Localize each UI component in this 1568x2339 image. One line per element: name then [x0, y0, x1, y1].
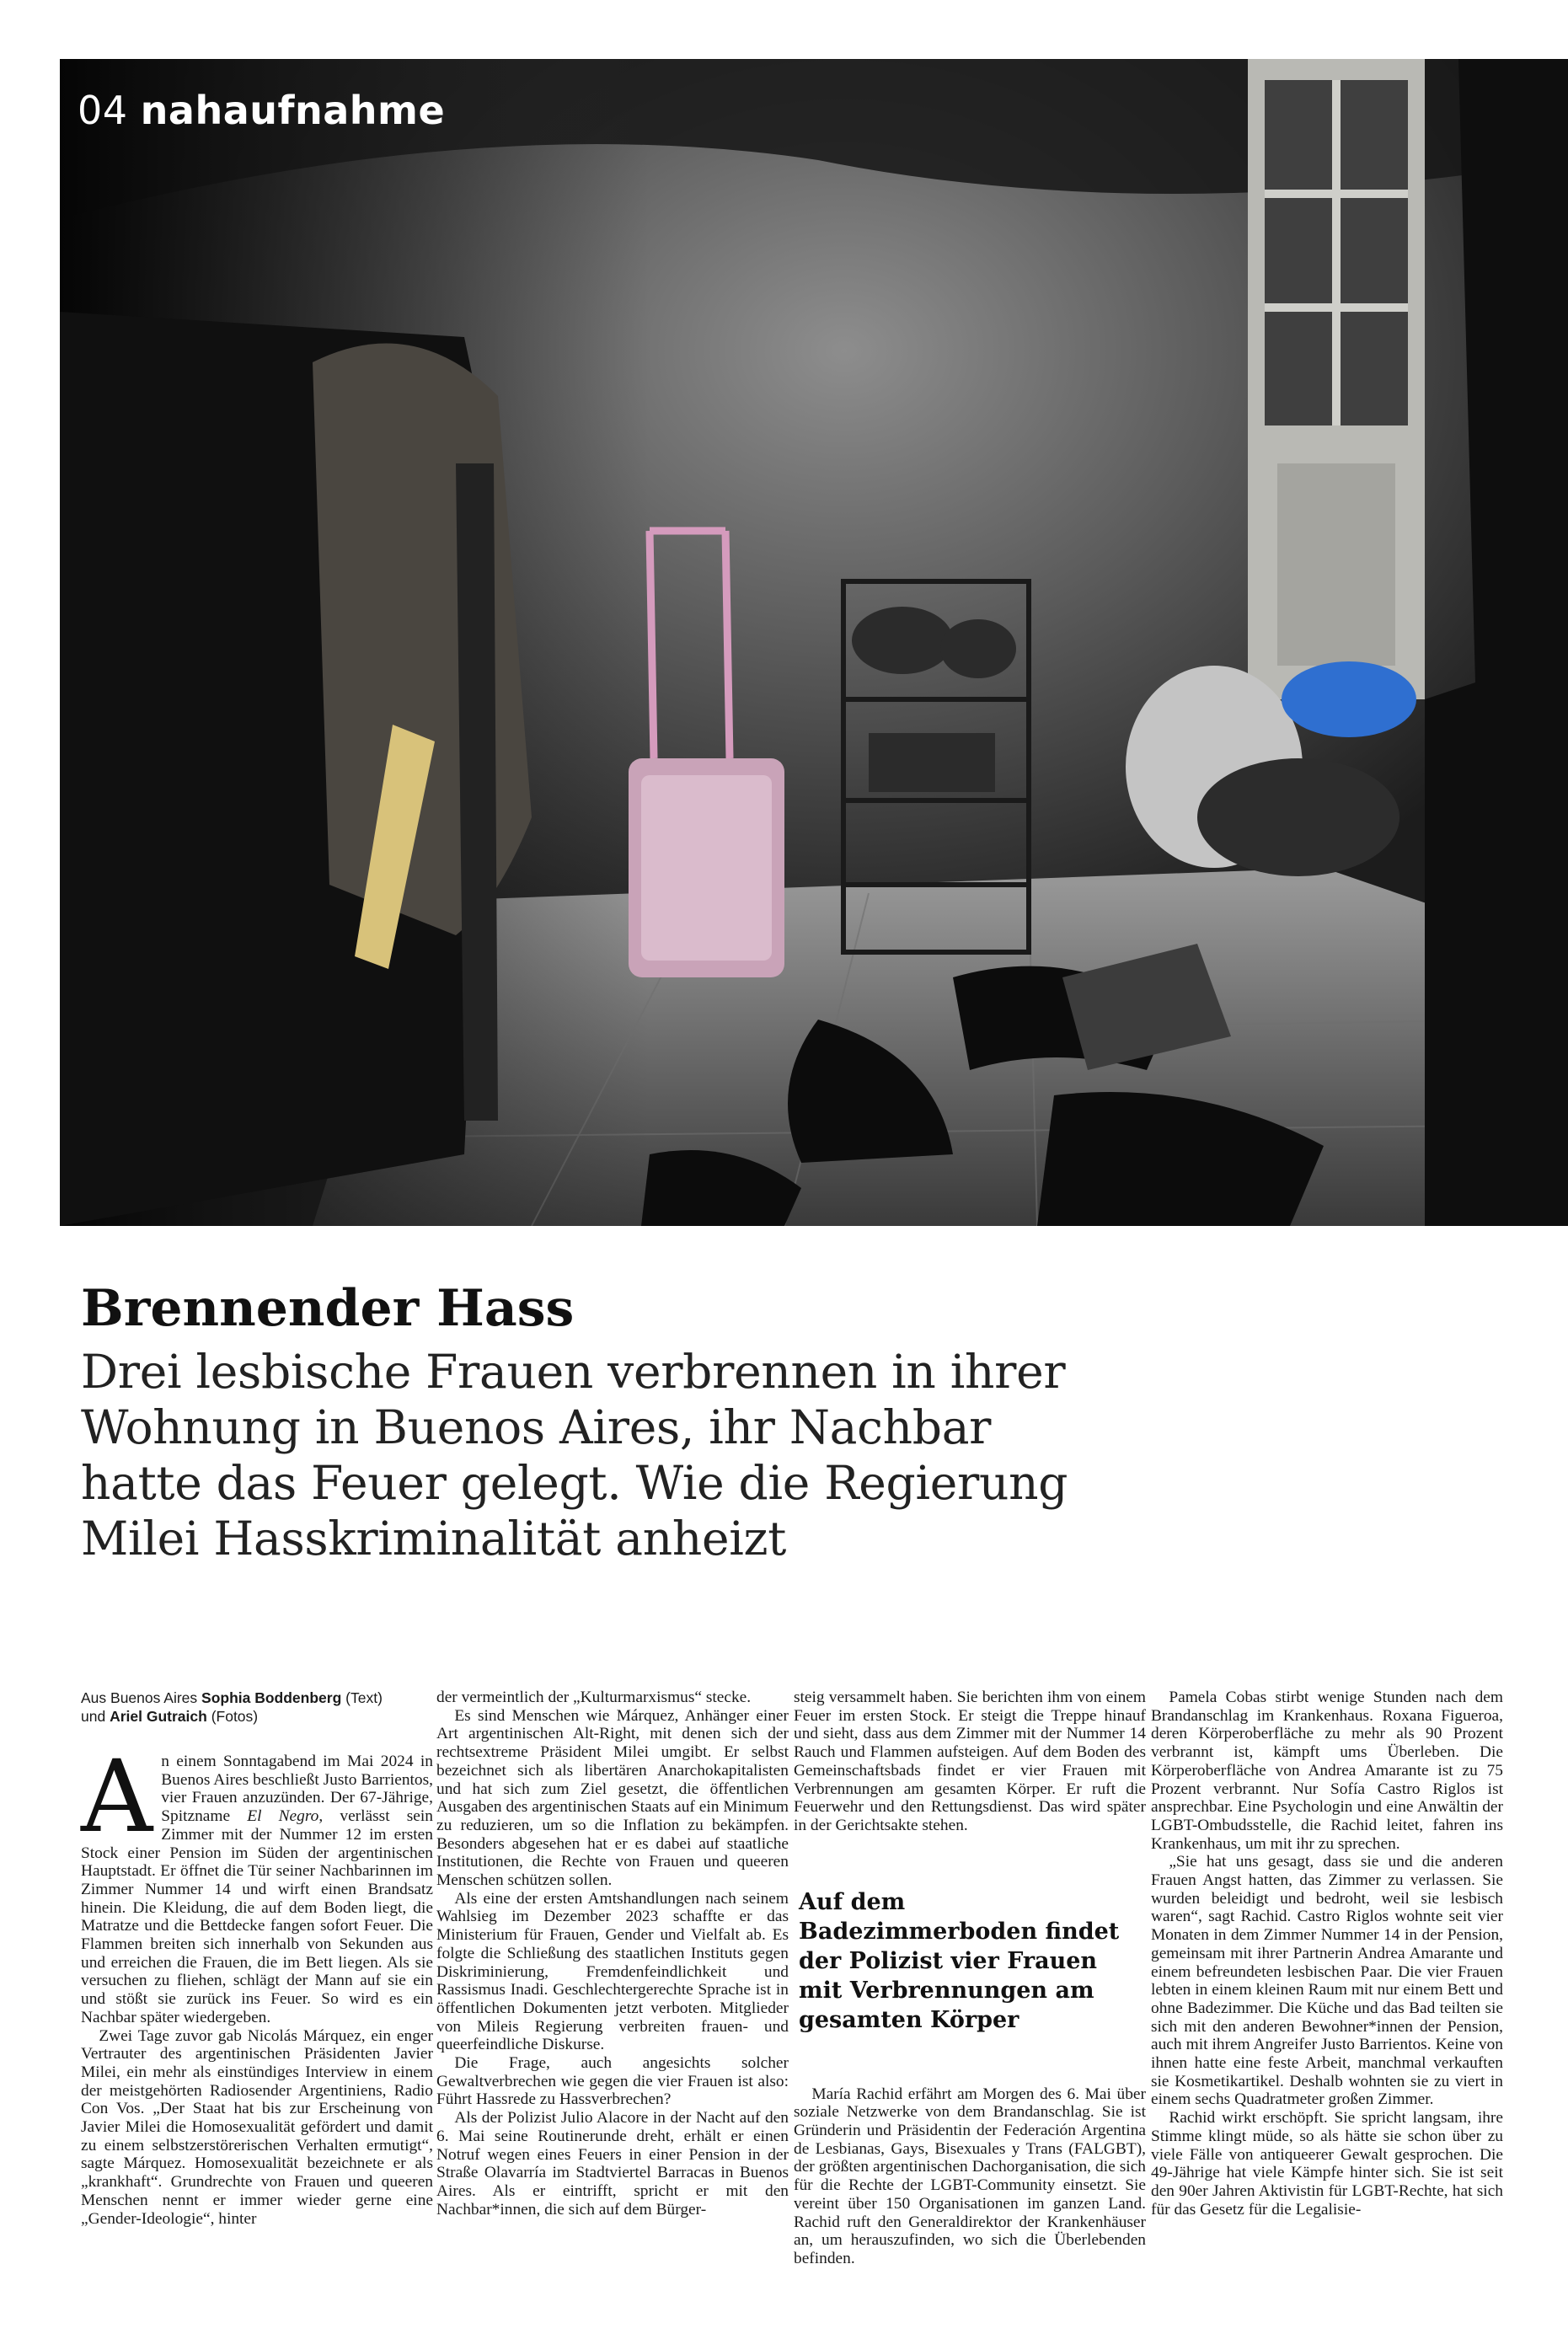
byline-author-role: (Text): [345, 1689, 383, 1706]
article-column-3: [794, 1689, 1146, 2268]
pull-quote: Auf dem Badezimmerboden findet der Polizist vier Frauen mit Verbrennungen am gesamten Körper: [799, 1888, 1120, 2033]
paragraph: Es sind Menschen wie Márquez, Anhänger einer Art argentinischen Alt-Right, mit denen sich der rechtsextreme Präsident Milei umgibt. Er selbst bezeichnet sich als libertären Anarchokapitalisten und hat sich zum Ziel gesetzt, die öffentlichen Ausgaben des argentinischen Staats auf ein Minimum zu reduzieren, um so die Inflation zu bekämpfen. Besonders abgesehen hat er es dabei auf staatliche Institutionen, die Rechte von Frauen und queeren Menschen schützen sollen.: [436, 1706, 789, 1890]
article-subline: Drei lesbische Frauen verbrennen in ihrer Wohnung in Buenos Aires, ihr Nachbar hatte das Feuer gelegt. Wie die Regierung Milei Hasskriminalität anheizt: [81, 1345, 1068, 1566]
paragraph: „Sie hat uns gesagt, dass sie und die anderen Frauen Angst hatten, das Zimmer zu verlassen. Sie wurden beleidigt und bedroht, weil sie lesbisch waren“, sagt Rachid. Castro Riglos wohnte seit vier Monaten in dem Zimmer Nummer 14 in der Pension, gemeinsam mit ihrer Partnerin Andrea Amarante und einem befreundeten lesbischen Paar. Die vier Frauen lebten in einem kleinen Raum mit nur einem Bett und ohne Badezimmer. Die Küche und das Bad teilten sie sich mit den anderen Bewohner*innen der Pension, auch mit ihrem Angreifer Justo Barrientos. Keine von ihnen hatte eine feste Arbeit, manchmal verkauften sie Kosmetikartikel. Deshalb wohnten sie zu viert in einem sechs Quadratmeter großen Zimmer.: [1151, 1853, 1503, 2109]
paragraph: [81, 1738, 433, 2027]
drop-cap: A: [81, 1738, 153, 1855]
paragraph: Zwei Tage zuvor gab Nicolás Márquez, ein enger Vertrauter des argentinischen Präsidenten Javier Milei, ein mehr als einstündiges Interview in einem der meistgehörten Radiosender Argentiniens, Radio Con Vos. „Der Staat hat bis zur Erscheinung von Javier Milei die Homosexualität gefördert und damit zu einem selbstzerstörerischen Verhalten ermutigt“, sagte Márquez. Homosexualität bezeichnete er als „krankhaft“. Grundrechte von Frauen und queeren Menschen nennt er immer wieder gerne eine „Gender-Ideologie“, hinter: [81, 2026, 433, 2228]
byline-prefix: Aus Buenos Aires: [81, 1689, 198, 1706]
burned-room-illustration: [60, 59, 1568, 1226]
byline-joiner: und: [81, 1708, 106, 1725]
section-label: [78, 88, 446, 133]
paragraph: Rachid wirkt erschöpft. Sie spricht langsam, ihre Stimme klingt müde, so als hätte sie schon über zu viele Fälle von antiqueerer Gewalt gesprochen. Die 49-Jährige hat viele Kämpfe hinter sich. Sie ist seit den 90er Jahren Aktivistin für LGBT-Rechte, hat sich für das Gesetz für die Legalisie-: [1151, 2109, 1503, 2219]
article-column-4: [1151, 1689, 1503, 2219]
paragraph: Als eine der ersten Amtshandlungen nach seinem Wahlsieg im Dezember 2023 schaffte er das Ministerium für Frauen, Gender und Vielfalt ab. Es folgte die Schließung des staatlichen Instituts gegen Diskriminierung, Fremdenfeindlichkeit und Rassismus Inadi. Geschlechtergerechte Sprache ist in öffentlichen Dokumenten jetzt verboten. Mitglieder von Mileis Regierung verbreiten frauen- und queerfeindliche Diskurse.: [436, 1889, 789, 2054]
paragraph: steig versammelt haben. Sie berichten ihm von einem Feuer im ersten Stock. Er steigt die Treppe hinauf und sieht, dass aus dem Zimmer mit der Nummer 14 Rauch und Flammen aufsteigen. Auf dem Boden des Gemeinschaftsbads findet er vier Frauen mit Verbrennungen am gesamten Körper. Er ruft die Feuerwehr und den Rettungsdienst. Das wird später in der Gerichtsakte stehen.: [794, 1689, 1146, 1834]
paragraph: Die Frage, auch angesichts solcher Gewaltverbrechen wie gegen die vier Frauen ist also: Führt Hassrede zu Hassverbrechen?: [436, 2054, 789, 2109]
nickname: El Negro: [247, 1807, 319, 1826]
paragraph: der vermeintlich der „Kulturmarxismus“ stecke.: [436, 1689, 752, 1706]
paragraph: Als der Polizist Julio Alacore in der Nacht auf den 6. Mai seine Routinerunde dreht, erhält er einen Notruf wegen eines Feuers in einer Pension in der Straße Olavarría im Stadtviertel Barracas in Buenos Aires. Als er eintrifft, spricht er mit den Nachbar*innen, die sich auf dem Bürger-: [436, 2109, 789, 2219]
paragraph: Pamela Cobas stirbt wenige Stunden nach dem Brandanschlag im Krankenhaus. Roxana Figueroa, deren Körperoberfläche zu mehr als 90 Prozent verbrannt ist, kämpft ums Überleben. Die Körperoberfläche von Andrea Amarante ist zu 75 Prozent verbrannt. Nur Sofía Castro Riglos ist ansprechbar. Eine Psychologin und eine Anwältin der LGBT-Ombudsstelle, die Rachid leitet, fahren ins Krankenhaus, um mit ihr zu sprechen.: [1151, 1689, 1503, 1853]
byline-photographer: Ariel Gutraich: [110, 1708, 207, 1725]
paragraph: María Rachid erfährt am Morgen des 6. Mai über soziale Netzwerke von dem Brandanschlag. Sie ist Gründerin und Präsidentin der Federación Argentina de Lesbianas, Gays, Bisexuales y Trans (FALGBT), der größten argentinischen Dachorganisation, die sich für die Rechte der LGBT-Community einsetzt. Sie vereint über 150 Organisationen im ganzen Land. Rachid ruft den Generaldirektor der Krankenhäuser an, um herauszufinden, wo sich die Überlebenden befinden.: [794, 2085, 1146, 2267]
article-photo-burned-room: [60, 59, 1568, 1226]
byline-author: Sophia Boddenberg: [201, 1689, 342, 1706]
byline-photographer-role: (Fotos): [211, 1708, 259, 1725]
paragraph-text: n einem Sonntagabend im Mai 2024 in Buenos Aires beschließt Justo Barrientos, vier Frauen anzuzünden. Der 67-Jährige, Spitzname: [161, 1753, 433, 1826]
article-column-1: [81, 1689, 433, 2228]
article-headline: Brennender Hass: [81, 1279, 575, 1338]
section-name: nahaufnahme: [140, 88, 446, 133]
page-number: 04: [78, 88, 128, 133]
article-column-2: [436, 1689, 789, 2219]
byline: [81, 1689, 433, 1726]
paragraph-text: , verlässt sein Zimmer mit der Nummer 12 im ersten Stock einer Pension im Süden der argentinischen Hauptstadt. Er öffnet die Tür seiner Nachbarinnen im Zimmer Nummer 14 und wirft einen Brandsatz hinein. Die Kleidung, die auf dem Boden liegt, die Matratze und die Bettdecke fangen sofort Feuer. Die Flammen breiten sich innerhalb von Sekunden aus und erreichen die Frauen, die im Bett liegen. Als sie versuchen zu fliehen, schlägt der Mann auf sie ein und stößt sie zurück ins Feuer. So wird es ein Nachbar später wiedergeben.: [81, 1807, 433, 2026]
